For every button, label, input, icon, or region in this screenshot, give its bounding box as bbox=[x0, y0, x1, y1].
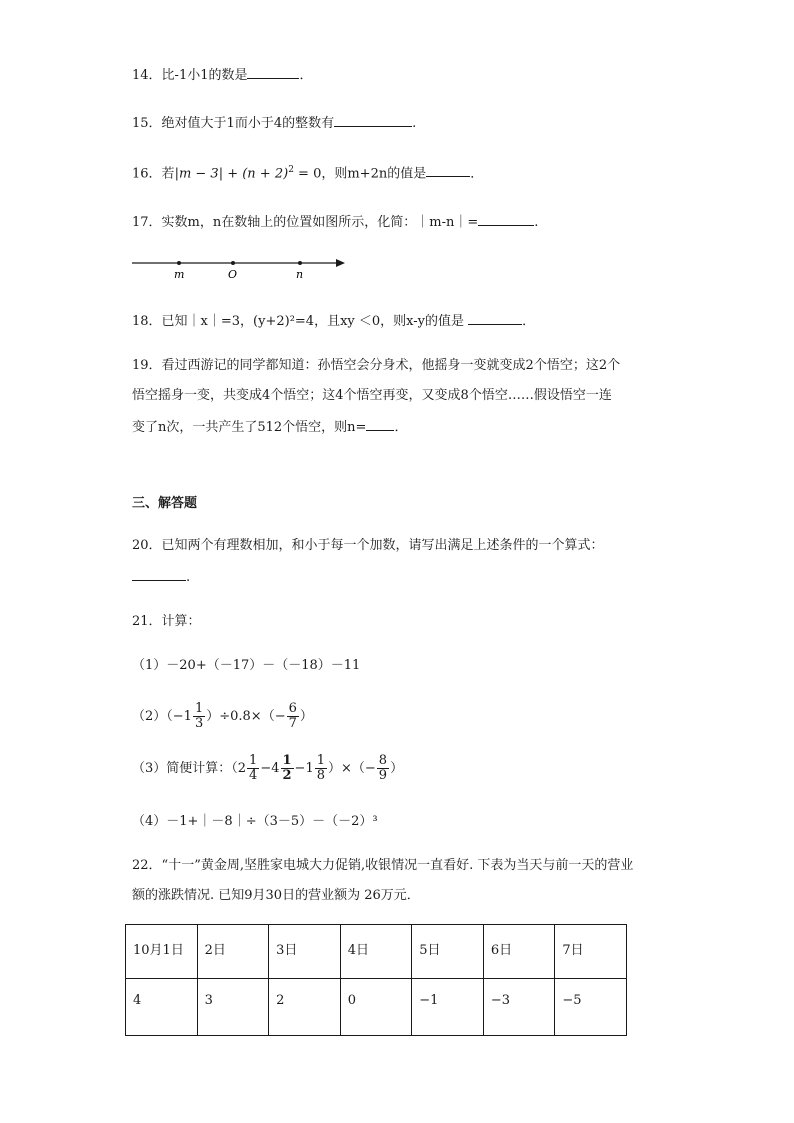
label-o: O bbox=[228, 268, 238, 281]
answer-blank[interactable] bbox=[426, 162, 470, 177]
point-o bbox=[231, 261, 235, 265]
fraction bbox=[377, 754, 389, 783]
table-cell: 3 bbox=[197, 979, 269, 1036]
math-expression: |m − 3| + (n + 2) bbox=[174, 166, 289, 182]
math-expression: = 0 bbox=[293, 166, 322, 182]
punctuation: ． bbox=[522, 314, 536, 329]
question-number: 16． bbox=[132, 166, 162, 182]
question-text: 实数m，n在数轴上的位置如图所示，化简：｜m-n｜= bbox=[161, 215, 479, 230]
question-14 bbox=[132, 64, 313, 86]
question-text: 比-1小1的数是 bbox=[161, 68, 248, 83]
fraction bbox=[315, 754, 327, 783]
label-m: m bbox=[174, 268, 185, 281]
label-n: n bbox=[296, 268, 304, 281]
question-21-part-1: （1）－20+（－17）－（－18）－11 bbox=[132, 658, 361, 673]
question-19-line-3 bbox=[132, 416, 407, 438]
math-text: ） bbox=[299, 709, 313, 724]
question-number: 17． bbox=[132, 215, 162, 230]
question-17 bbox=[132, 211, 538, 233]
sales-change-table bbox=[125, 924, 627, 1036]
question-21-part-3 bbox=[132, 752, 403, 786]
punctuation: ． bbox=[299, 68, 313, 83]
math-text: −4 bbox=[260, 761, 280, 776]
table-cell: −5 bbox=[555, 979, 627, 1036]
section-heading: 三、解答题 bbox=[132, 496, 198, 511]
numerator: 8 bbox=[378, 753, 388, 768]
question-number: 14． bbox=[132, 68, 162, 83]
arrow-head-icon bbox=[336, 259, 345, 267]
numerator: 1 bbox=[316, 753, 325, 768]
question-text: 绝对值大于1而小于4的整数有 bbox=[161, 116, 335, 131]
table-cell: 2 bbox=[269, 979, 341, 1036]
math-exponent: 2 bbox=[288, 165, 294, 175]
table-cell: 2日 bbox=[197, 925, 269, 979]
question-text: 已知｜x｜=3，(y+2)²=4，且xy ＜0，则x-y的值是 bbox=[161, 314, 469, 329]
fraction bbox=[281, 754, 294, 783]
math-text: −1 bbox=[294, 761, 314, 776]
table-header-row bbox=[126, 925, 627, 979]
table-cell: −3 bbox=[483, 979, 555, 1036]
fraction bbox=[193, 702, 205, 731]
table-row bbox=[126, 979, 627, 1036]
question-16 bbox=[132, 160, 483, 184]
punctuation: ． bbox=[470, 166, 484, 182]
denominator: 2 bbox=[282, 768, 292, 783]
denominator: 8 bbox=[316, 768, 325, 783]
point-m bbox=[177, 261, 181, 265]
question-19-line-1 bbox=[132, 356, 620, 376]
numerator: 1 bbox=[194, 701, 204, 716]
fraction bbox=[287, 702, 299, 731]
question-22-line-2: 额的涨跌情况. 已知9月30日的营业额为 26万元． bbox=[132, 888, 420, 903]
math-text: ） bbox=[390, 761, 404, 776]
denominator: 9 bbox=[378, 768, 388, 783]
number-line-figure bbox=[132, 252, 346, 282]
denominator: 7 bbox=[288, 716, 297, 731]
question-20 bbox=[132, 536, 604, 556]
part-label: （3）简便计算：（2 bbox=[132, 761, 247, 776]
question-text: ，则m+2n的值是 bbox=[321, 166, 427, 182]
answer-blank[interactable] bbox=[366, 416, 394, 431]
answer-blank[interactable] bbox=[478, 211, 534, 226]
punctuation: . bbox=[412, 116, 417, 131]
question-text: 已知两个有理数相加，和小于每一个加数，请写出满足上述条件的一个算式： bbox=[161, 538, 604, 553]
question-21-part-2 bbox=[132, 700, 313, 734]
table-cell: 3日 bbox=[269, 925, 341, 979]
math-text: （−1 bbox=[166, 709, 192, 724]
table-cell: 4 bbox=[126, 979, 198, 1036]
part-label: （2） bbox=[132, 709, 167, 724]
denominator: 4 bbox=[249, 768, 258, 783]
table-cell: 4日 bbox=[340, 925, 412, 979]
table-cell: 0 bbox=[340, 979, 412, 1036]
table-cell: −1 bbox=[412, 979, 484, 1036]
fraction bbox=[247, 754, 259, 783]
question-text: 若 bbox=[161, 166, 175, 182]
numerator: 1 bbox=[282, 753, 292, 768]
question-text: 看过西游记的同学都知道：孙悟空会分身术，他摇身一变就变成2个悟空；这2个 bbox=[161, 358, 621, 373]
answer-blank[interactable] bbox=[247, 64, 299, 79]
math-text: ）÷0.8×（− bbox=[206, 709, 286, 724]
question-18 bbox=[132, 310, 535, 332]
question-text: 计算： bbox=[161, 614, 201, 629]
answer-blank[interactable] bbox=[334, 112, 412, 127]
question-20-answer bbox=[132, 566, 190, 588]
point-n bbox=[298, 261, 302, 265]
table-cell: 6日 bbox=[483, 925, 555, 979]
question-number: 18． bbox=[132, 314, 162, 329]
answer-blank[interactable] bbox=[468, 310, 522, 325]
numerator: 1 bbox=[249, 753, 258, 768]
question-number: 20． bbox=[132, 538, 162, 553]
table-cell: 5日 bbox=[412, 925, 484, 979]
question-21 bbox=[132, 612, 201, 632]
question-number: 22． bbox=[132, 858, 162, 873]
punctuation: ． bbox=[394, 420, 408, 435]
question-21-part-4: （4）－1+｜－8｜÷（3－5）－（－2）³ bbox=[132, 814, 378, 829]
table-cell: 10月1日 bbox=[126, 925, 198, 979]
punctuation: . bbox=[534, 215, 539, 230]
punctuation: . bbox=[186, 570, 191, 585]
answer-blank[interactable] bbox=[132, 566, 186, 581]
question-22-line-1 bbox=[132, 856, 633, 876]
math-text: ）×（− bbox=[328, 761, 376, 776]
denominator: 3 bbox=[194, 716, 204, 731]
question-number: 15． bbox=[132, 116, 162, 131]
question-text: 悟空摇身一变，共变成4个悟空；这4个悟空再变，又变成8个悟空……假设悟空一连 bbox=[132, 388, 612, 403]
question-number: 19． bbox=[132, 358, 162, 373]
question-19-line-2 bbox=[132, 386, 612, 406]
numerator: 6 bbox=[288, 701, 297, 716]
table-cell: 7日 bbox=[555, 925, 627, 979]
question-15 bbox=[132, 112, 416, 134]
question-text: “十一”黄金周,坚胜家电城大力促销,收银情况一直看好. 下表为当天与前一天的营业 bbox=[161, 858, 634, 873]
question-number: 21． bbox=[132, 614, 162, 629]
question-text: 变了n次，一共产生了512个悟空，则n= bbox=[132, 420, 367, 435]
